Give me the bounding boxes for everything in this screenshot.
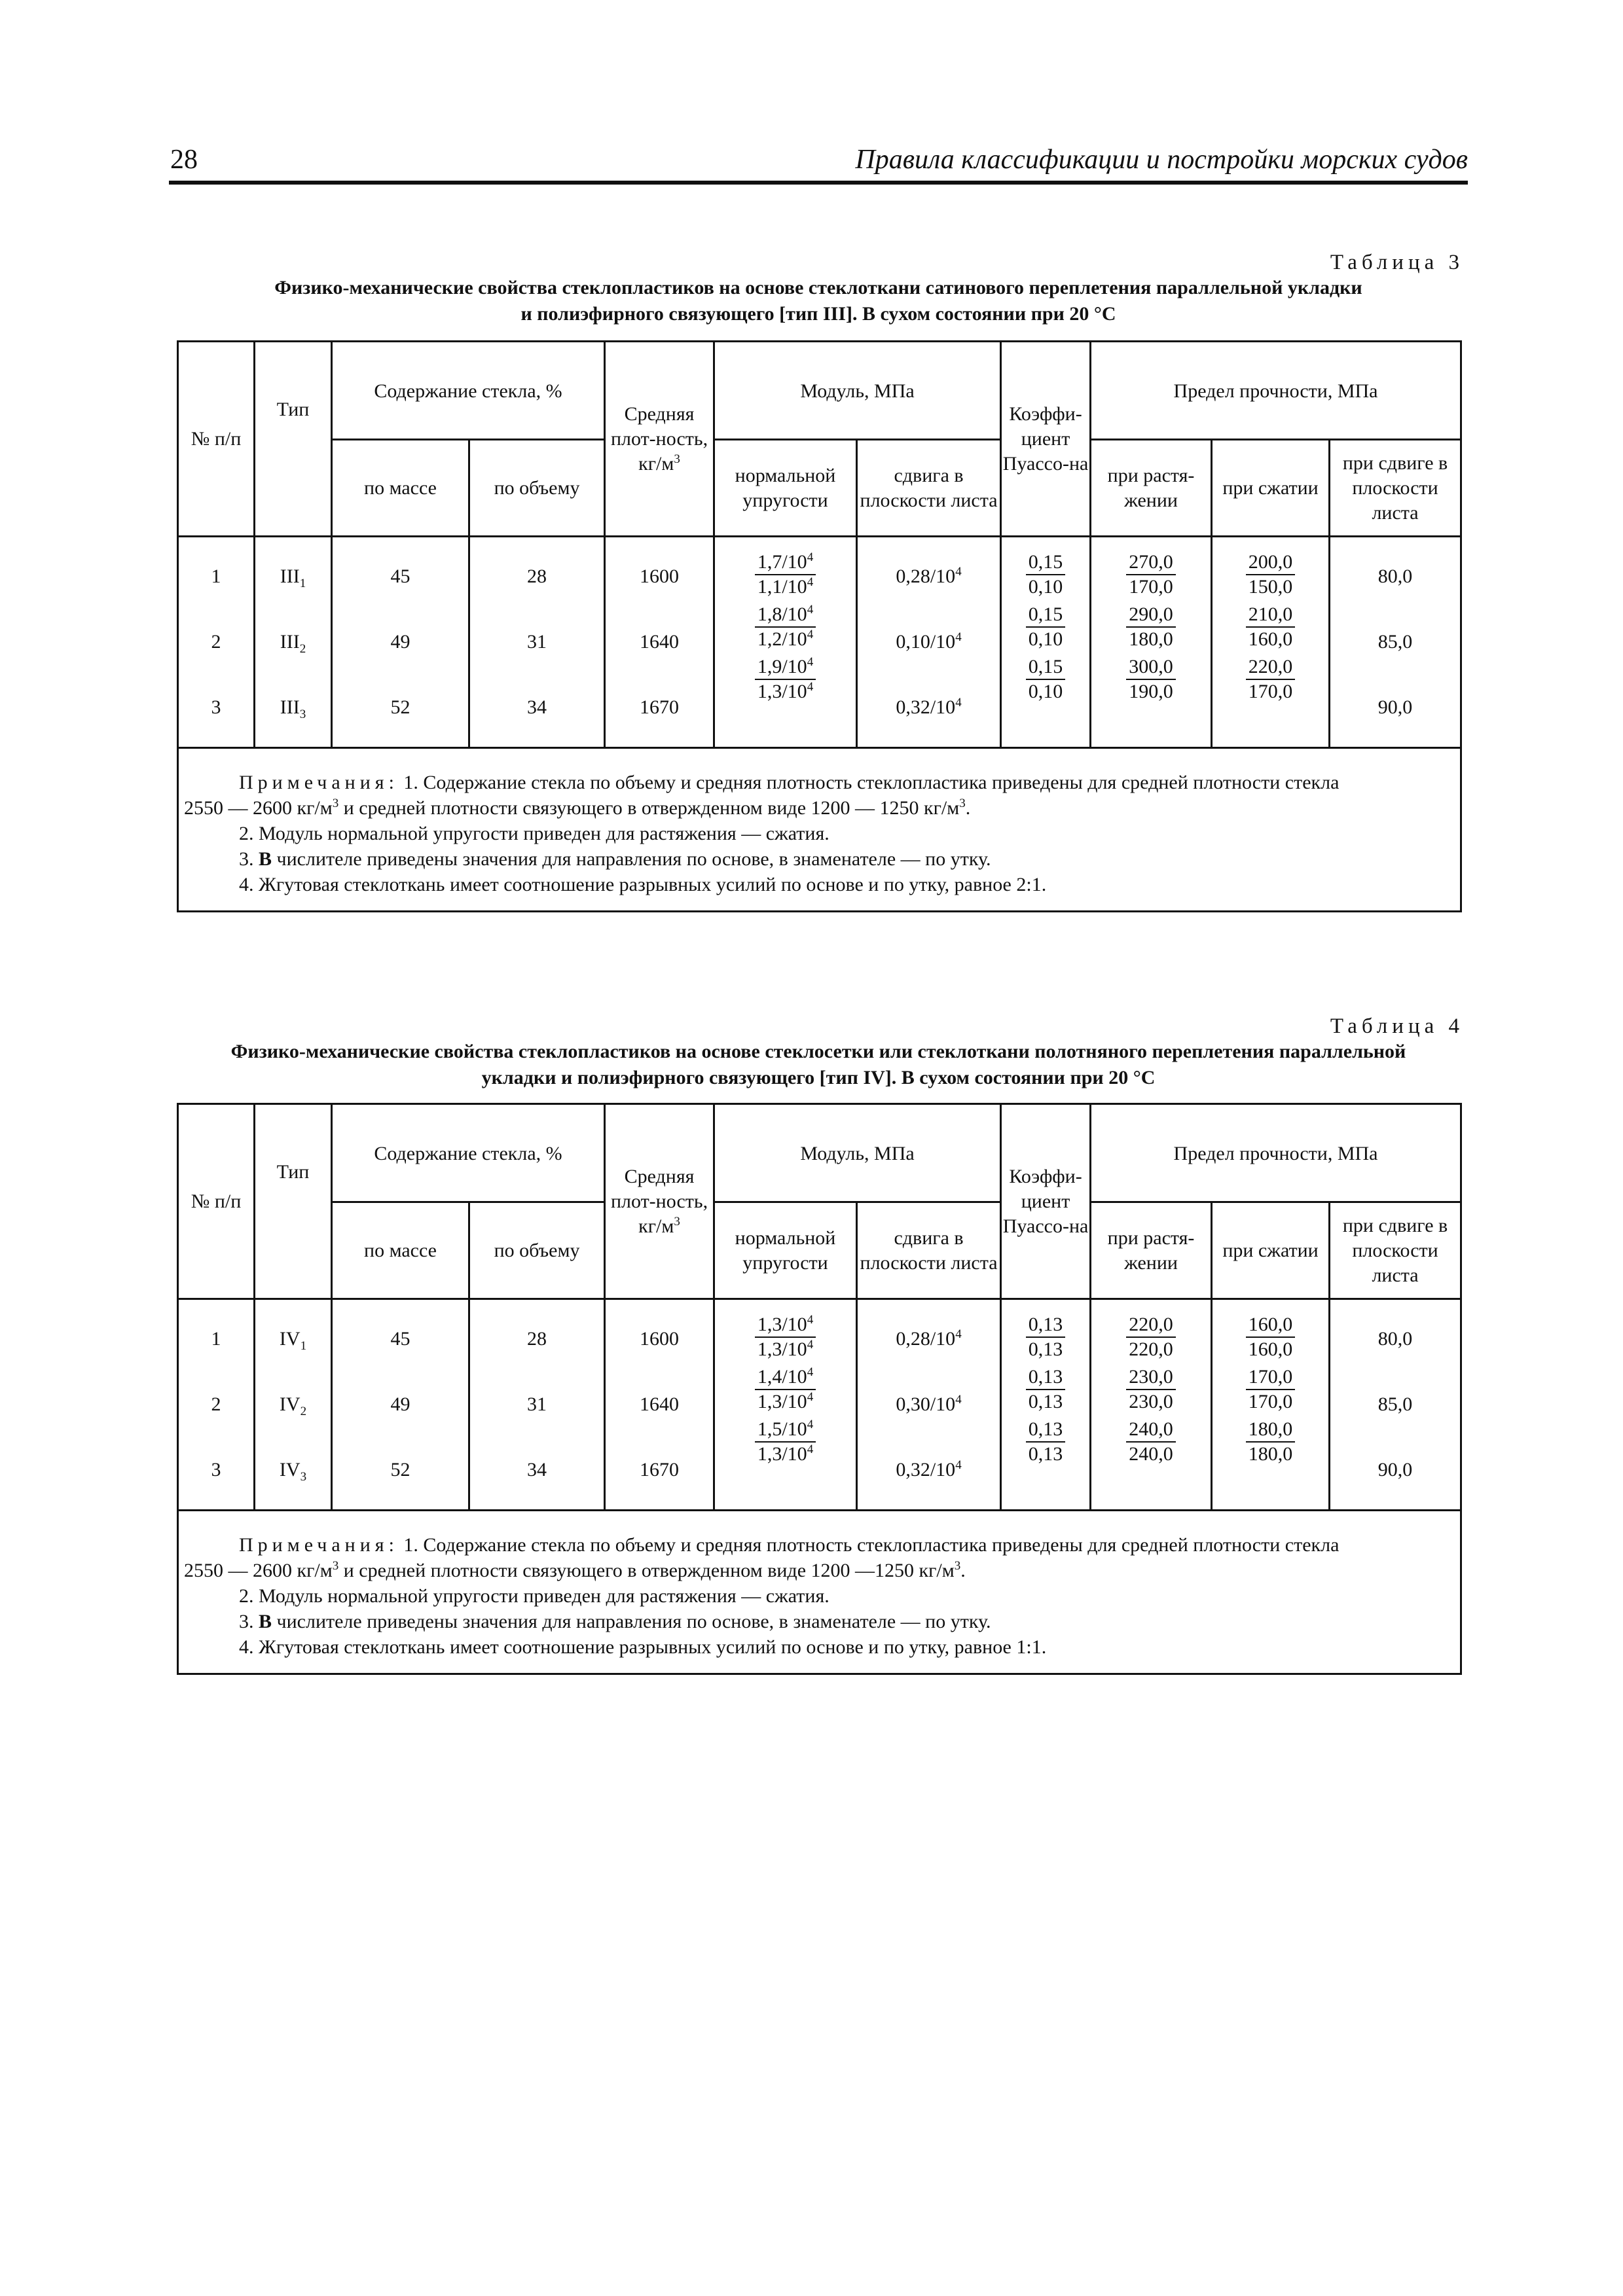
notes-title: Примечания: bbox=[239, 1534, 399, 1556]
table-cell: 34 bbox=[527, 1459, 547, 1480]
fraction-numerator: 160,0 bbox=[1246, 1313, 1296, 1338]
fraction-denominator: 1,1/10 bbox=[757, 576, 807, 598]
note-2: 2. Модуль нормальной упругости приведен для растяжения — сжатия. bbox=[239, 823, 830, 844]
header-strength: Предел прочности, МПа bbox=[1091, 342, 1461, 440]
fraction-denominator: 0,13 bbox=[1028, 1391, 1063, 1412]
header-density-text: Средняя плот-ность, кг/м bbox=[610, 403, 708, 475]
fraction-numerator: 0,15 bbox=[1026, 603, 1066, 628]
note-text: 2550 — 2600 кг/м bbox=[184, 797, 333, 819]
table-cell: 90,0 bbox=[1377, 696, 1413, 718]
table-cell: 2 bbox=[211, 1393, 221, 1415]
note-bold: В bbox=[259, 1611, 272, 1632]
exponent: 4 bbox=[807, 1338, 814, 1352]
table-cell: IV bbox=[279, 1393, 301, 1415]
exponent: 4 bbox=[807, 680, 814, 694]
note-text: . bbox=[965, 797, 971, 819]
header-density bbox=[605, 1104, 714, 1299]
fraction-denominator: 240,0 bbox=[1129, 1443, 1173, 1465]
data-table-4 bbox=[177, 1103, 1462, 1675]
table-cell: 1 bbox=[211, 1328, 221, 1350]
fraction-denominator: 180,0 bbox=[1248, 1443, 1293, 1465]
header-density-text: Средняя плот-ность, кг/м bbox=[610, 1165, 708, 1237]
note-sup: 3 bbox=[332, 797, 339, 810]
exponent: 4 bbox=[807, 1313, 814, 1327]
table-cell: 34 bbox=[527, 696, 547, 718]
header-by-volume: по объему bbox=[469, 440, 605, 537]
table-cell: 85,0 bbox=[1377, 1393, 1413, 1415]
fraction-denominator: 0,13 bbox=[1028, 1338, 1063, 1360]
note-text: и средней плотности связующего в отвержденном виде 1200 —1250 кг/м bbox=[338, 1560, 955, 1581]
header-tension: при растя-жении bbox=[1091, 1202, 1212, 1299]
type-subscript: 2 bbox=[299, 642, 306, 656]
table-cell: 1670 bbox=[640, 696, 680, 718]
header-type: Тип bbox=[255, 1104, 332, 1299]
data-table-3 bbox=[177, 340, 1462, 912]
fraction-numerator: 0,13 bbox=[1026, 1313, 1066, 1338]
note-3 bbox=[184, 846, 1455, 872]
note-text: числителе приведены значения для направления по основе, в знаменателе — по утку. bbox=[272, 1611, 991, 1632]
exponent: 4 bbox=[807, 603, 814, 617]
exponent: 4 bbox=[807, 1390, 814, 1404]
page-number: 28 bbox=[170, 145, 198, 175]
col-normal-modulus bbox=[714, 1299, 857, 1511]
caption-line-1: Физико-механические свойства стеклопластиков на основе стеклоткани сатинового переплетения параллельной укладки bbox=[274, 277, 1362, 298]
col-shear-strength bbox=[1330, 1299, 1461, 1511]
col-normal-modulus bbox=[714, 537, 857, 748]
caption-line-1: Физико-механические свойства стеклопластиков на основе стеклосетки или стеклоткани полотняного переплетения параллельной bbox=[230, 1041, 1406, 1062]
exponent: 4 bbox=[955, 565, 962, 579]
col-compression bbox=[1212, 1299, 1330, 1511]
col-num bbox=[178, 1299, 255, 1511]
fraction-denominator: 160,0 bbox=[1248, 628, 1293, 650]
fraction-numerator: 1,7/10 bbox=[757, 551, 807, 573]
table-cell: 3 bbox=[211, 1459, 221, 1480]
fraction-numerator: 1,4/10 bbox=[757, 1366, 807, 1388]
col-type bbox=[255, 1299, 332, 1511]
table-3-block bbox=[177, 250, 1464, 327]
note-text: 2550 — 2600 кг/м bbox=[184, 1560, 333, 1581]
header-compression: при сжатии bbox=[1212, 440, 1330, 537]
header-num: № п/п bbox=[178, 1104, 255, 1299]
table-cell: 1600 bbox=[640, 1328, 680, 1350]
header-normal-elastic: нормальной упругости bbox=[714, 1202, 857, 1299]
note-text: числителе приведены значения для направления по основе, в знаменателе — по утку. bbox=[272, 848, 991, 870]
table-cell: 0,28/10 bbox=[896, 565, 956, 587]
table-cell: III bbox=[280, 696, 300, 718]
note-text: и средней плотности связующего в отвержденном виде 1200 — 1250 кг/м bbox=[338, 797, 960, 819]
fraction-denominator: 1,3/10 bbox=[757, 1443, 807, 1465]
table-cell: 85,0 bbox=[1377, 631, 1413, 653]
fraction-numerator: 270,0 bbox=[1126, 550, 1176, 575]
col-tension bbox=[1091, 1299, 1212, 1511]
table-cell: 1670 bbox=[640, 1459, 680, 1480]
fraction-numerator: 0,13 bbox=[1026, 1365, 1066, 1390]
table-cell: 49 bbox=[390, 631, 410, 653]
header-density-sup: 3 bbox=[674, 452, 680, 466]
type-subscript: 1 bbox=[299, 577, 306, 590]
table-label: Таблица 4 bbox=[1330, 1014, 1464, 1038]
col-shear-modulus bbox=[857, 1299, 1001, 1511]
table-cell: IV bbox=[279, 1459, 301, 1480]
exponent: 4 bbox=[807, 1443, 814, 1456]
note-text: 1. Содержание стекла по объему и средняя плотность стеклопластика приведены для средней плотности стекла bbox=[403, 1534, 1340, 1556]
fraction-numerator: 220,0 bbox=[1246, 655, 1296, 680]
exponent: 4 bbox=[955, 696, 962, 709]
header-shear: при сдвиге в плоскости листа bbox=[1330, 440, 1461, 537]
fraction-numerator: 1,8/10 bbox=[757, 603, 807, 625]
fraction-denominator: 230,0 bbox=[1129, 1391, 1173, 1412]
table-cell: 90,0 bbox=[1377, 1459, 1413, 1480]
header-tension: при растя-жении bbox=[1091, 440, 1212, 537]
table-cell: IV bbox=[279, 1328, 301, 1350]
fraction-numerator: 1,5/10 bbox=[757, 1418, 807, 1440]
table-cell: 80,0 bbox=[1377, 565, 1413, 587]
fraction-numerator: 290,0 bbox=[1126, 603, 1176, 628]
table-cell: 0,28/10 bbox=[896, 1328, 956, 1350]
exponent: 4 bbox=[807, 1418, 814, 1431]
note-4: 4. Жгутовая стеклоткань имеет соотношение разрывных усилий по основе и по утку, равное 1:1. bbox=[239, 1636, 1047, 1658]
fraction-numerator: 1,3/10 bbox=[757, 1314, 807, 1335]
note-1-line-2 bbox=[184, 1558, 1455, 1583]
header-poisson: Коэффи-циент Пуассо-на bbox=[1001, 342, 1091, 537]
exponent: 4 bbox=[955, 1327, 962, 1341]
fraction-numerator: 200,0 bbox=[1246, 550, 1296, 575]
caption-line-2: и полиэфирного связующего [тип III]. В сухом состоянии при 20 °С bbox=[520, 303, 1116, 325]
header-num: № п/п bbox=[178, 342, 255, 537]
header-by-volume: по объему bbox=[469, 1202, 605, 1299]
table-cell: III bbox=[280, 565, 300, 587]
exponent: 4 bbox=[955, 1393, 962, 1407]
exponent: 4 bbox=[807, 1365, 814, 1379]
fraction-numerator: 180,0 bbox=[1246, 1418, 1296, 1443]
header-type: Тип bbox=[255, 342, 332, 537]
table-cell: 1600 bbox=[640, 565, 680, 587]
fraction-denominator: 170,0 bbox=[1129, 576, 1173, 598]
table-cell: 0,32/10 bbox=[896, 1459, 956, 1480]
table-cell: 1640 bbox=[640, 631, 680, 653]
col-compression bbox=[1212, 537, 1330, 748]
type-subscript: 2 bbox=[300, 1405, 307, 1418]
col-volume bbox=[469, 1299, 605, 1511]
header-density bbox=[605, 342, 714, 537]
note-3 bbox=[184, 1609, 1455, 1634]
fraction-numerator: 0,13 bbox=[1026, 1418, 1066, 1443]
notes-title: Примечания: bbox=[239, 772, 399, 793]
header-poisson: Коэффи-циент Пуассо-на bbox=[1001, 1104, 1091, 1299]
col-mass bbox=[332, 1299, 469, 1511]
table-cell: 31 bbox=[527, 1393, 547, 1415]
note-sup: 3 bbox=[959, 797, 966, 810]
col-tension bbox=[1091, 537, 1212, 748]
table-cell: 49 bbox=[390, 1393, 410, 1415]
exponent: 4 bbox=[807, 575, 814, 589]
table-cell: 52 bbox=[390, 696, 410, 718]
fraction-numerator: 240,0 bbox=[1126, 1418, 1176, 1443]
note-1-line-1 bbox=[184, 770, 1455, 795]
fraction-denominator: 170,0 bbox=[1248, 681, 1293, 702]
fraction-denominator: 1,2/10 bbox=[757, 628, 807, 650]
fraction-denominator: 0,13 bbox=[1028, 1443, 1063, 1465]
col-density bbox=[605, 537, 714, 748]
header-by-mass: по массе bbox=[332, 440, 469, 537]
table-cell: 1 bbox=[211, 565, 221, 587]
col-num bbox=[178, 537, 255, 748]
header-modulus: Модуль, МПа bbox=[714, 342, 1001, 440]
header-strength: Предел прочности, МПа bbox=[1091, 1104, 1461, 1202]
table-cell: 0,10/10 bbox=[896, 631, 956, 653]
table-caption bbox=[160, 1039, 1477, 1091]
header-glass-content: Содержание стекла, % bbox=[332, 1104, 605, 1202]
table-cell: 45 bbox=[390, 1328, 410, 1350]
table-cell: 52 bbox=[390, 1459, 410, 1480]
note-1-line-2 bbox=[184, 795, 1455, 821]
fraction-denominator: 180,0 bbox=[1129, 628, 1173, 650]
exponent: 4 bbox=[807, 628, 814, 641]
table-notes bbox=[178, 748, 1461, 912]
fraction-numerator: 300,0 bbox=[1126, 655, 1176, 680]
col-shear-modulus bbox=[857, 537, 1001, 748]
col-volume bbox=[469, 537, 605, 748]
col-poisson bbox=[1001, 1299, 1091, 1511]
header-density-sup: 3 bbox=[674, 1214, 680, 1229]
table-label: Таблица 3 bbox=[1330, 251, 1464, 274]
table-cell: 2 bbox=[211, 631, 221, 653]
running-title: Правила классификации и постройки морских судов bbox=[855, 145, 1468, 175]
header-shear-plane: сдвига в плоскости листа bbox=[857, 1202, 1001, 1299]
caption-line-2: укладки и полиэфирного связующего [тип IV]. В сухом состоянии при 20 °С bbox=[481, 1067, 1156, 1088]
note-text: . bbox=[960, 1560, 966, 1581]
fraction-denominator: 160,0 bbox=[1248, 1338, 1293, 1360]
fraction-denominator: 150,0 bbox=[1248, 576, 1293, 598]
fraction-denominator: 0,10 bbox=[1028, 576, 1063, 598]
col-type bbox=[255, 537, 332, 748]
exponent: 4 bbox=[955, 630, 962, 644]
note-2: 2. Модуль нормальной упругости приведен для растяжения — сжатия. bbox=[239, 1585, 830, 1607]
type-subscript: 3 bbox=[299, 708, 306, 721]
table-cell: 80,0 bbox=[1377, 1328, 1413, 1350]
note-bold: В bbox=[259, 848, 272, 870]
fraction-denominator: 170,0 bbox=[1248, 1391, 1293, 1412]
col-poisson bbox=[1001, 537, 1091, 748]
table-notes bbox=[178, 1511, 1461, 1674]
col-shear-strength bbox=[1330, 537, 1461, 748]
table-cell: 0,30/10 bbox=[896, 1393, 956, 1415]
header-normal-elastic: нормальной упругости bbox=[714, 440, 857, 537]
type-subscript: 1 bbox=[300, 1339, 307, 1353]
note-text: 1. Содержание стекла по объему и средняя плотность стеклопластика приведены для средней плотности стекла bbox=[403, 772, 1340, 793]
fraction-denominator: 0,10 bbox=[1028, 628, 1063, 650]
table-cell: 31 bbox=[527, 631, 547, 653]
header-glass-content: Содержание стекла, % bbox=[332, 342, 605, 440]
fraction-denominator: 1,3/10 bbox=[757, 1338, 807, 1360]
table-cell: 28 bbox=[527, 1328, 547, 1350]
col-mass bbox=[332, 537, 469, 748]
fraction-denominator: 220,0 bbox=[1129, 1338, 1173, 1360]
table-cell: 3 bbox=[211, 696, 221, 718]
table-4-block bbox=[177, 1014, 1464, 1091]
type-subscript: 3 bbox=[300, 1470, 307, 1484]
table-cell: III bbox=[280, 631, 300, 653]
table-cell: 1640 bbox=[640, 1393, 680, 1415]
exponent: 4 bbox=[807, 550, 814, 564]
table-cell: 0,32/10 bbox=[896, 696, 956, 718]
header-modulus: Модуль, МПа bbox=[714, 1104, 1001, 1202]
note-1-line-1 bbox=[184, 1532, 1455, 1558]
table-caption bbox=[164, 275, 1473, 327]
note-text: 3. bbox=[239, 1611, 259, 1632]
page-header bbox=[169, 143, 1468, 185]
exponent: 4 bbox=[807, 655, 814, 669]
fraction-numerator: 210,0 bbox=[1246, 603, 1296, 628]
table-cell: 45 bbox=[390, 565, 410, 587]
fraction-denominator: 190,0 bbox=[1129, 681, 1173, 702]
fraction-numerator: 170,0 bbox=[1246, 1365, 1296, 1390]
header-shear-plane: сдвига в плоскости листа bbox=[857, 440, 1001, 537]
table-cell: 28 bbox=[527, 565, 547, 587]
note-sup: 3 bbox=[954, 1559, 961, 1573]
header-compression: при сжатии bbox=[1212, 1202, 1330, 1299]
note-sup: 3 bbox=[332, 1559, 339, 1573]
fraction-denominator: 0,10 bbox=[1028, 681, 1063, 702]
note-4: 4. Жгутовая стеклоткань имеет соотношение разрывных усилий по основе и по утку, равное 2:1. bbox=[239, 874, 1047, 895]
col-density bbox=[605, 1299, 714, 1511]
fraction-numerator: 230,0 bbox=[1126, 1365, 1176, 1390]
note-text: 3. bbox=[239, 848, 259, 870]
fraction-denominator: 1,3/10 bbox=[757, 681, 807, 702]
fraction-numerator: 1,9/10 bbox=[757, 656, 807, 677]
fraction-numerator: 0,15 bbox=[1026, 550, 1066, 575]
fraction-numerator: 220,0 bbox=[1126, 1313, 1176, 1338]
header-by-mass: по массе bbox=[332, 1202, 469, 1299]
fraction-denominator: 1,3/10 bbox=[757, 1391, 807, 1412]
fraction-numerator: 0,15 bbox=[1026, 655, 1066, 680]
exponent: 4 bbox=[955, 1458, 962, 1472]
header-shear: при сдвиге в плоскости листа bbox=[1330, 1202, 1461, 1299]
